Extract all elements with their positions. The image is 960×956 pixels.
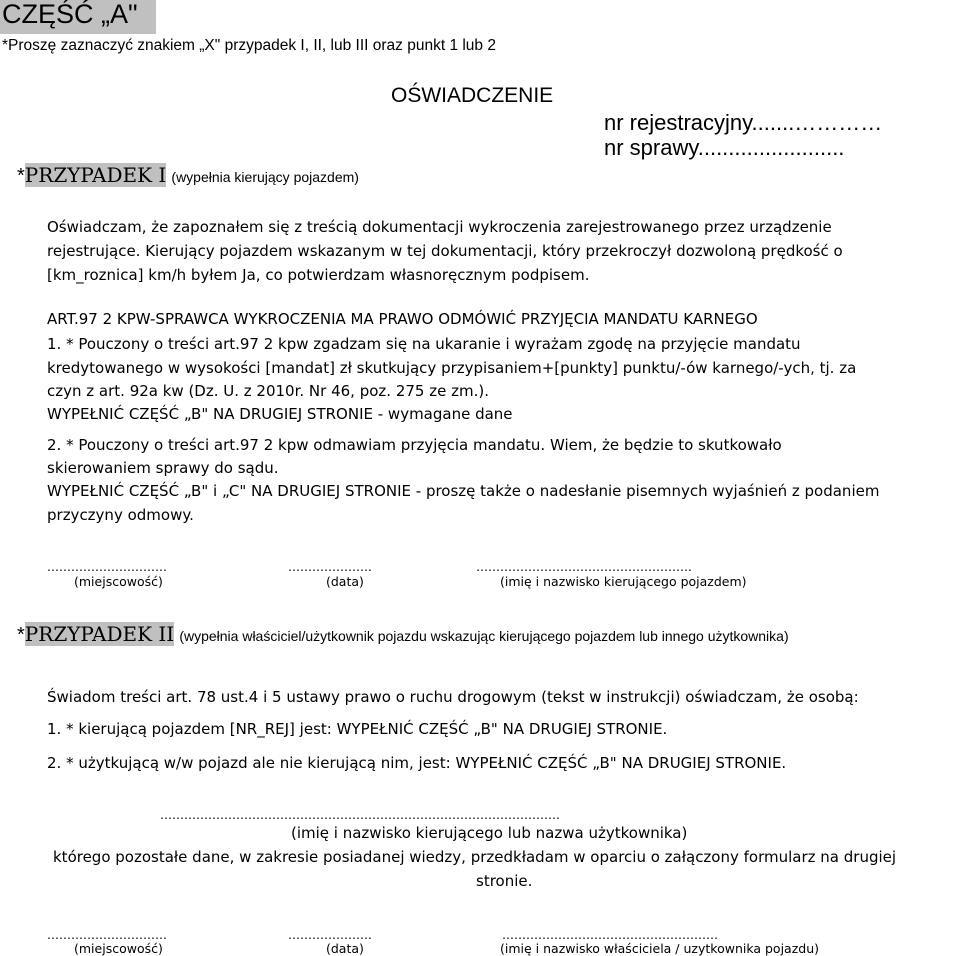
case1-date-caption: (data)	[326, 574, 364, 589]
marking-instruction: *Proszę zaznaczyć znakiem „X" przypadek I, II, lub III oraz punkt 1 lub 2	[2, 37, 496, 54]
case1-date-line: …………………	[288, 560, 372, 574]
part-title: CZĘŚĆ „A"	[2, 0, 138, 29]
case2-note: (wypełnia właściciel/użytkownik pojazdu wskazując kierującego pojazdem lub innego użytkownika)	[179, 628, 789, 644]
case2-date-line: …………………	[288, 928, 372, 942]
case2-place-line: …………………………	[47, 928, 167, 942]
case2-item2: 2. * użytkującą w/w pojazd ale nie kierującą nim, jest: WYPEŁNIĆ CZĘŚĆ „B" NA DRUGIEJ STRONIE.	[47, 754, 787, 772]
case2-tail-line1: którego pozostałe dane, w zakresie posiadanej wiedzy, przedkładam w oparciu o załączony formularz na drugiej	[53, 848, 897, 866]
case1-place-caption: (miejscowość)	[74, 574, 163, 589]
case1-paragraph-line2: rejestrujące. Kierujący pojazdem wskazanym w tej dokumentacji, który przekroczył dozwoloną prędkość o	[47, 242, 843, 260]
registration-number: nr rejestracyjny.......…………	[604, 110, 883, 135]
option2-line4: przyczyny odmowy.	[47, 506, 194, 524]
case1-heading	[17, 163, 359, 188]
case2-name-caption: (imię i nazwisko kierującego lub nazwa użytkownika)	[291, 824, 688, 842]
case1-paragraph-line1: Oświadczam, że zapoznałem się z treścią dokumentacji wykroczenia zarejestrowanego przez urządzenie	[47, 218, 832, 236]
case1-title: PRZYPADEK I	[24, 163, 167, 187]
case2-heading	[17, 622, 789, 647]
option2-line3: WYPEŁNIĆ CZĘŚĆ „B" i „C" NA DRUGIEJ STRONIE - proszę także o nadesłanie pisemnych wyjaśnień z podaniem	[47, 482, 880, 500]
case1-paragraph-line3: [km_roznica] km/h byłem Ja, co potwierdzam własnoręcznym podpisem.	[47, 266, 590, 284]
art97-notice: ART.97 2 KPW-SPRAWCA WYKROCZENIA MA PRAWO ODMÓWIĆ PRZYJĘCIA MANDATU KARNEGO	[47, 310, 758, 328]
statement-title: OŚWIADCZENIE	[391, 84, 554, 107]
case1-place-line: …………………………	[47, 560, 167, 574]
case2-name-line-bottom: ………………………………………………	[502, 928, 718, 942]
case2-tail-line2: stronie.	[476, 872, 533, 890]
case2-name-caption-bottom: (imię i nazwisko właściciela / uzytkownika pojazdu)	[500, 941, 820, 956]
case1-note: (wypełnia kierujący pojazdem)	[171, 169, 359, 185]
case2-item1: 1. * kierującą pojazdem [NR_REJ] jest: WYPEŁNIĆ CZĘŚĆ „B" NA DRUGIEJ STRONIE.	[47, 720, 668, 738]
case2-marker: *	[17, 624, 25, 646]
option1-line3: czyn z art. 92a kw (Dz. U. z 2010r. Nr 46, poz. 275 ze zm.).	[47, 382, 489, 400]
case2-name-line: ……………………………………………………………………………………….	[160, 808, 560, 822]
case2-date-caption: (data)	[326, 941, 364, 956]
option1-line4: WYPEŁNIĆ CZĘŚĆ „B" NA DRUGIEJ STRONIE - wymagane dane	[47, 405, 513, 423]
option1-line2: kredytowanego w wysokości [mandat] zł skutkujący przypisaniem+[punkty] punktu/-ów karnego/-ych, tj. za	[47, 359, 857, 377]
case2-place-caption: (miejscowość)	[74, 941, 163, 956]
case1-name-line: ………………………………………………	[476, 560, 692, 574]
option1-line1: 1. * Pouczony o treści art.97 2 kpw zgadzam się na ukaranie i wyrażam zgodę na przyjęcie mandatu	[47, 335, 801, 353]
case1-name-caption: (imię i nazwisko kierującego pojazdem)	[500, 574, 747, 589]
part-a-title-box	[0, 0, 156, 34]
option2-line2: skierowaniem sprawy do sądu.	[47, 459, 279, 477]
case2-title: PRZYPADEK II	[24, 622, 175, 646]
case2-intro: Świadom treści art. 78 ust.4 i 5 ustawy prawo o ruchu drogowym (tekst w instrukcji) oświadczam, że osobą:	[47, 688, 859, 706]
option2-line1: 2. * Pouczony o treści art.97 2 kpw odmawiam przyjęcia mandatu. Wiem, że będzie to skutkowało	[47, 436, 782, 454]
case-number: nr sprawy........................	[604, 135, 845, 160]
case1-marker: *	[17, 165, 25, 187]
